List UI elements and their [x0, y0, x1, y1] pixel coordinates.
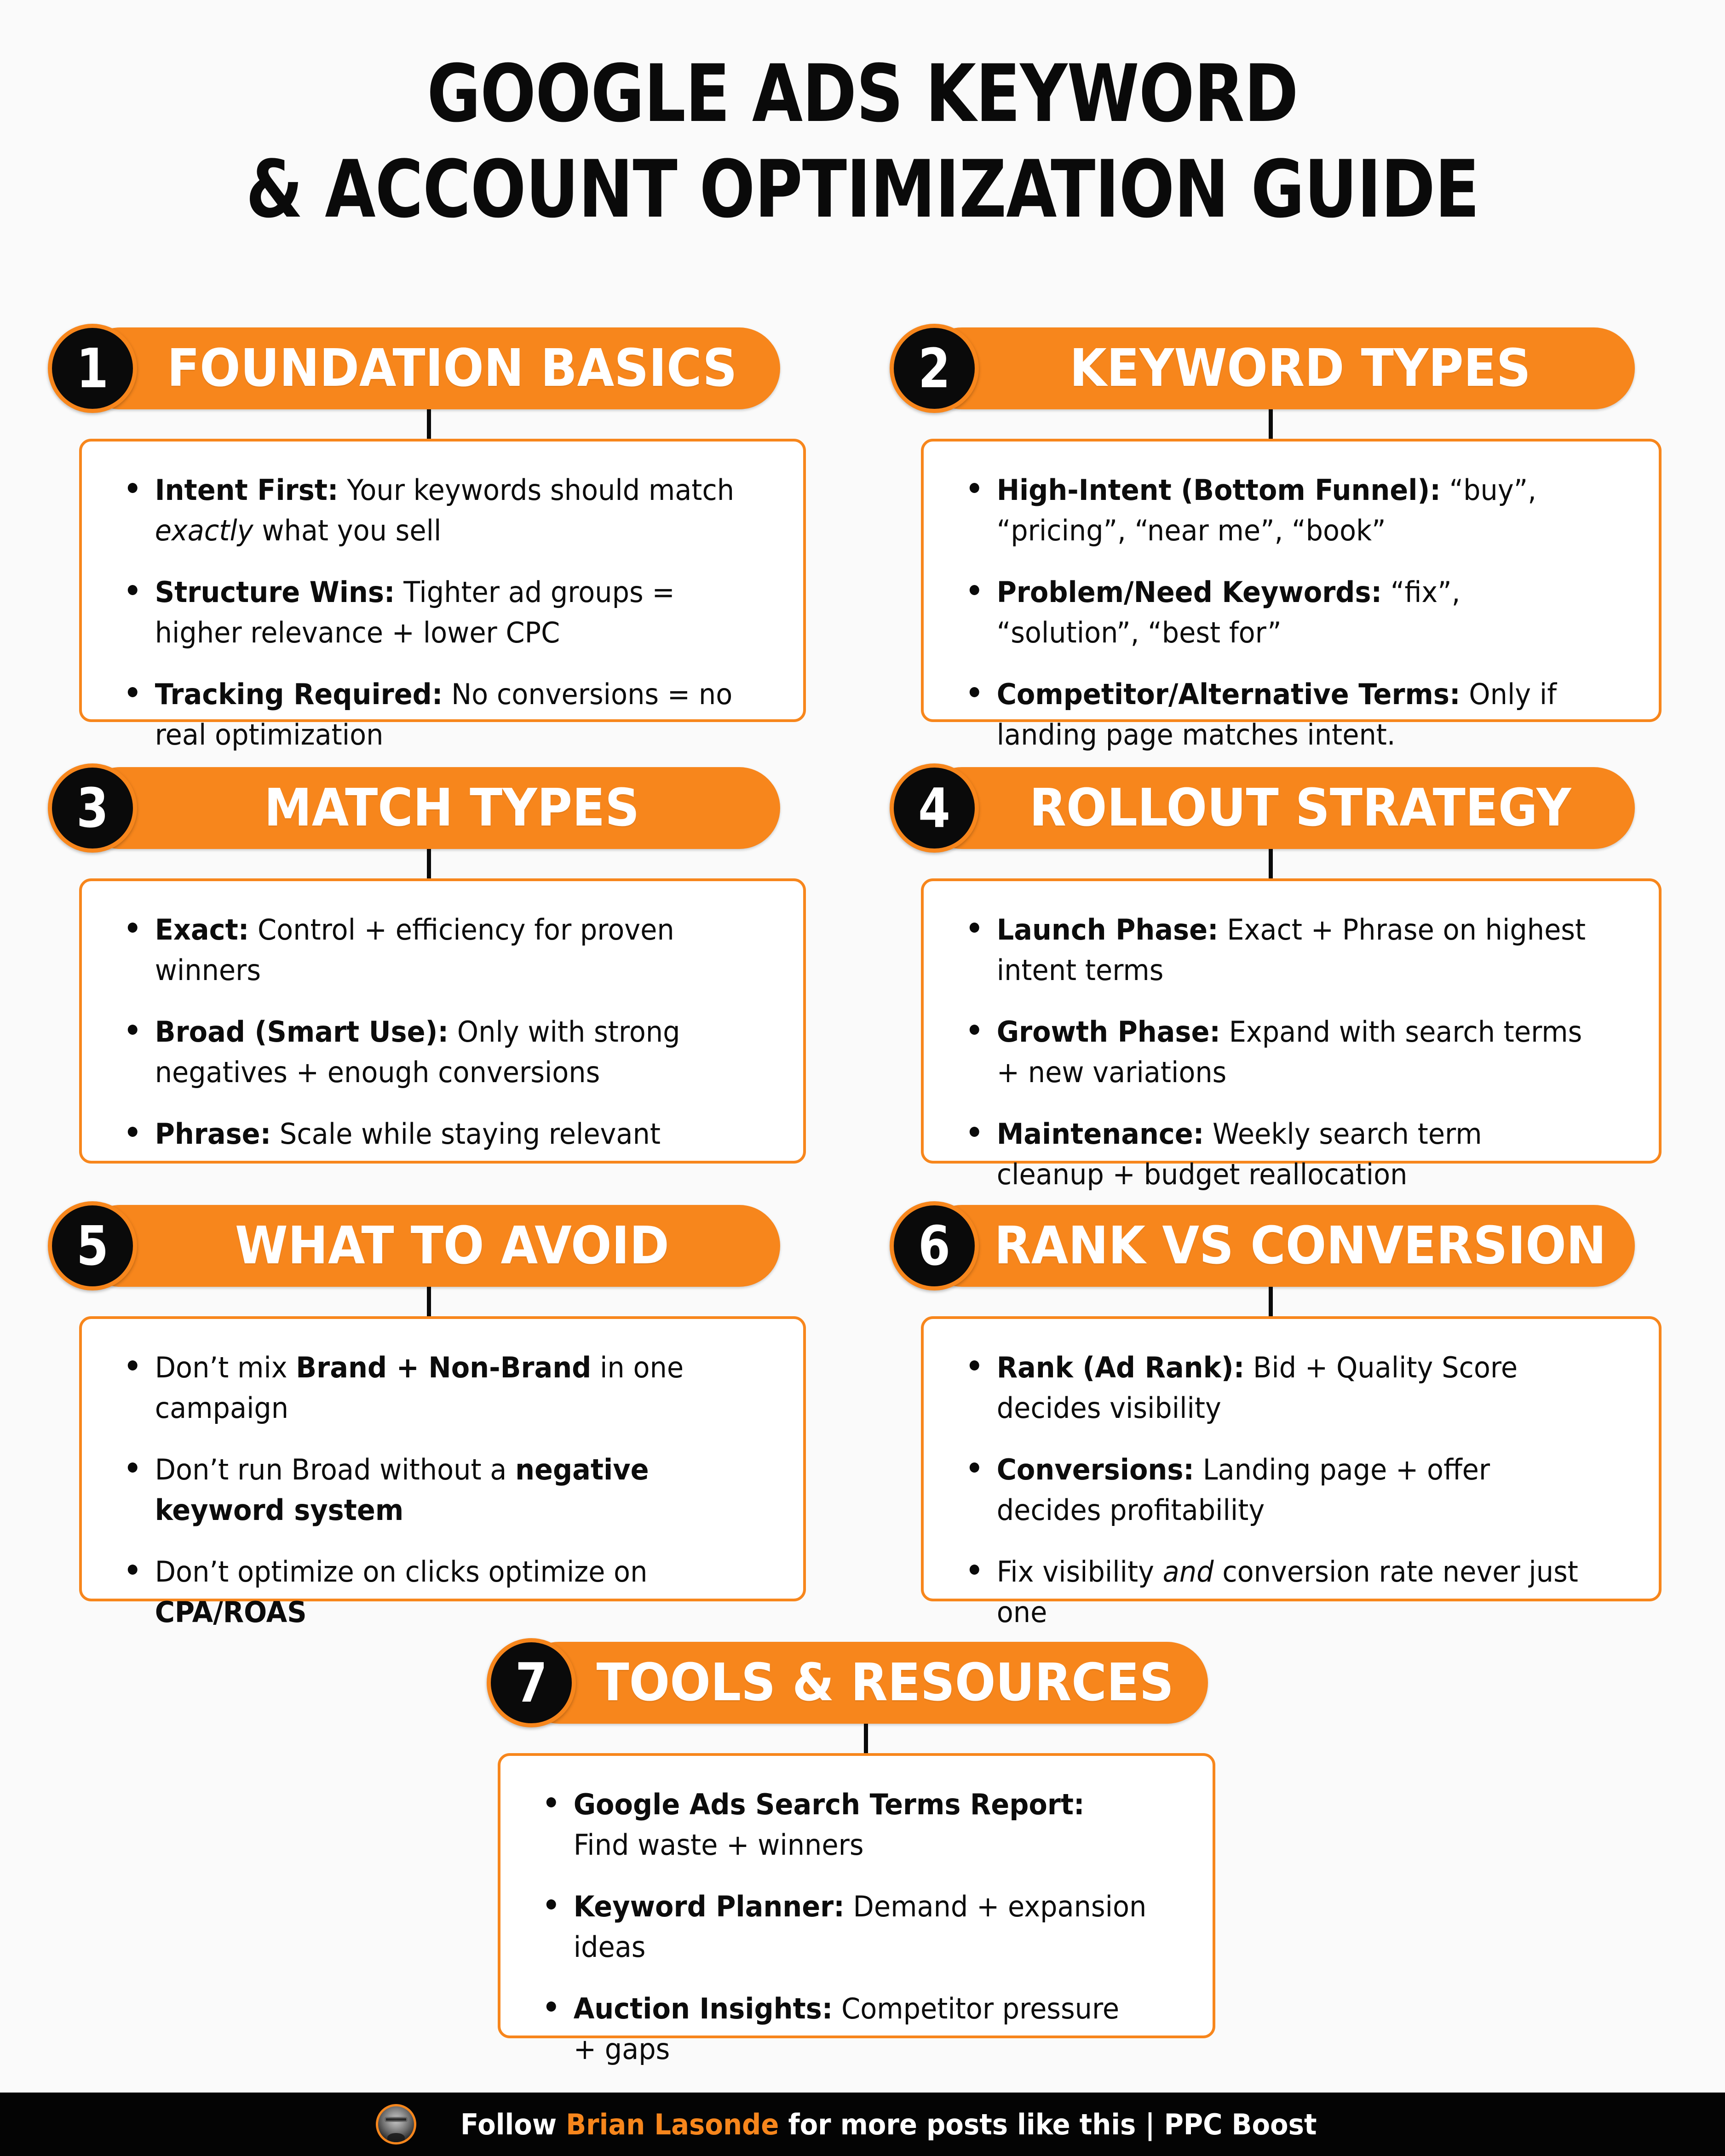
- section-number-badge: [890, 324, 979, 413]
- bullet-pre: Fix visibility: [996, 1555, 1163, 1589]
- section-number: 5: [76, 1214, 109, 1278]
- footer-middle-text: for more posts like this: [779, 2107, 1145, 2141]
- section-card: [921, 878, 1662, 1192]
- section-what-to-avoid: [48, 1205, 807, 1629]
- title-line-2: & ACCOUNT OPTIMIZATION GUIDE: [246, 143, 1479, 235]
- bullet-text: “buy”, “pricing”, “near me”, “book”: [996, 473, 1536, 548]
- section-header-row: [890, 327, 1662, 409]
- section-header-row: [48, 1205, 807, 1287]
- bullet-list: [924, 442, 1659, 778]
- bullet-label: Rank (Ad Rank):: [996, 1351, 1245, 1384]
- section-number-badge: [890, 763, 979, 853]
- section-heading: TOOLS & RESOURCES: [596, 1653, 1174, 1713]
- bullet-text: Weekly search term cleanup + budget reallocation: [996, 1117, 1482, 1192]
- bullet-bold: negative keyword system: [155, 1453, 649, 1527]
- bullet-pre: Don’t mix: [155, 1351, 296, 1384]
- list-item: [126, 1348, 737, 1428]
- bullet-text: Find waste + winners: [573, 1828, 864, 1862]
- bullet-label: Intent First:: [155, 473, 339, 507]
- section-heading: MATCH TYPES: [264, 778, 640, 838]
- section-number: 3: [76, 776, 109, 840]
- footer-credit: [460, 2108, 1317, 2141]
- bullet-label: Launch Phase:: [996, 913, 1219, 946]
- bullet-pre: Don’t optimize on clicks optimize on: [155, 1555, 648, 1589]
- section-number: 7: [515, 1651, 547, 1714]
- bullet-text: Tighter ad groups = higher relevance + lower CPC: [155, 575, 675, 650]
- section-card: [79, 439, 806, 752]
- footer-brand: PPC Boost: [1164, 2107, 1317, 2141]
- list-item: [126, 572, 737, 653]
- bullet-label: Phrase:: [155, 1117, 271, 1151]
- bullet-list: [82, 881, 803, 1177]
- bullet-text: Exact + Phrase on highest intent terms: [996, 913, 1586, 987]
- section-card: [498, 1753, 1215, 2066]
- section-heading: ROLLOUT STRATEGY: [1029, 778, 1571, 838]
- list-item: [968, 910, 1592, 991]
- bullet-tail: what you sell: [253, 514, 442, 548]
- bullet-label: Google Ads Search Terms Report:: [573, 1788, 1085, 1821]
- bullet-text: Bid + Quality Score decides visibility: [996, 1351, 1518, 1425]
- bullet-label: Auction Insights:: [573, 1992, 833, 2026]
- section-header-pill[interactable]: [79, 1205, 780, 1287]
- page-title: [0, 47, 1725, 235]
- section-card: [921, 1316, 1662, 1629]
- list-item: [545, 1989, 1147, 2070]
- title-line-1: GOOGLE ADS KEYWORD: [427, 47, 1298, 140]
- list-item: [126, 1012, 737, 1093]
- section-number-badge: [487, 1638, 576, 1727]
- bullet-text: Only if landing page matches intent.: [996, 677, 1557, 752]
- bullet-list: [82, 442, 803, 778]
- bullet-text: Only with strong negatives + enough conversions: [155, 1015, 680, 1089]
- section-header-row: [48, 767, 807, 849]
- list-item: [126, 1552, 737, 1633]
- bullet-text: Expand with search terms + new variations: [996, 1015, 1582, 1089]
- bullet-italic: and: [1162, 1555, 1214, 1589]
- list-item: [126, 470, 737, 551]
- section-heading: RANK VS CONVERSION: [994, 1216, 1606, 1276]
- section-number-badge: [890, 1201, 979, 1290]
- section-header-pill[interactable]: [921, 767, 1635, 849]
- bullet-text: Your keywords should match: [338, 473, 735, 507]
- list-item: [545, 1784, 1147, 1865]
- bullet-text: Scale while staying relevant: [271, 1117, 661, 1151]
- list-item: [968, 470, 1592, 551]
- bullet-list: [924, 1319, 1659, 1656]
- section-header-pill[interactable]: [79, 767, 780, 849]
- list-item: [968, 572, 1592, 653]
- footer-follow-prefix: Follow: [460, 2107, 566, 2141]
- section-heading: FOUNDATION BASICS: [167, 338, 737, 398]
- section-heading: KEYWORD TYPES: [1070, 338, 1531, 398]
- section-match-types: [48, 767, 807, 1151]
- list-item: [126, 1450, 737, 1531]
- bullet-label: Conversions:: [996, 1453, 1194, 1487]
- list-item: [968, 1114, 1592, 1195]
- bullet-text: Control + efficiency for proven winners: [155, 913, 674, 987]
- bullet-pre: Don’t run Broad without a: [155, 1453, 516, 1487]
- section-number-badge: [48, 324, 137, 413]
- bullet-text: Landing page + offer decides profitability: [996, 1453, 1490, 1527]
- list-item: [126, 1114, 737, 1154]
- section-header-row: [48, 327, 807, 409]
- footer-bar: [0, 2093, 1725, 2156]
- footer-separator: |: [1145, 2107, 1164, 2141]
- bullet-label: Exact:: [155, 913, 249, 946]
- section-card: [79, 878, 806, 1164]
- bullet-text: No conversions = no real optimization: [155, 677, 733, 752]
- section-number: 1: [76, 337, 109, 400]
- section-heading: WHAT TO AVOID: [235, 1216, 669, 1276]
- list-item: [968, 674, 1592, 755]
- section-keyword-types: [890, 327, 1662, 752]
- section-header-pill[interactable]: [921, 327, 1635, 409]
- list-item: [968, 1012, 1592, 1093]
- bullet-bold: Brand + Non-Brand: [296, 1351, 592, 1384]
- section-foundation-basics: [48, 327, 807, 752]
- bullet-italic: exactly: [155, 514, 253, 548]
- section-number-badge: [48, 763, 137, 853]
- section-card: [79, 1316, 806, 1629]
- section-number: 4: [918, 776, 950, 840]
- bullet-text: conversion rate never just one: [996, 1555, 1578, 1629]
- bullet-label: Structure Wins:: [155, 575, 395, 609]
- bullet-text: Competitor pressure + gaps: [573, 1992, 1120, 2066]
- section-number: 6: [918, 1214, 950, 1278]
- bullet-label: Problem/Need Keywords:: [996, 575, 1382, 609]
- bullet-label: Tracking Required:: [155, 677, 443, 711]
- bullet-label: High-Intent (Bottom Funnel):: [996, 473, 1441, 507]
- list-item: [968, 1552, 1592, 1633]
- bullet-label: Broad (Smart Use):: [155, 1015, 448, 1049]
- section-header-pill[interactable]: [79, 327, 780, 409]
- section-number: 2: [918, 337, 950, 400]
- bullet-label: Competitor/Alternative Terms:: [996, 677, 1460, 711]
- bullet-text: “fix”, “solution”, “best for”: [996, 575, 1460, 650]
- section-header-row: [890, 767, 1662, 849]
- footer-author-name[interactable]: Brian Lasonde: [566, 2107, 779, 2141]
- bullet-label: Maintenance:: [996, 1117, 1204, 1151]
- list-item: [968, 1348, 1592, 1428]
- avatar: [376, 2104, 416, 2145]
- list-item: [126, 910, 737, 991]
- section-card: [921, 439, 1662, 752]
- section-rollout-strategy: [890, 767, 1662, 1192]
- bullet-list: [82, 1319, 803, 1656]
- section-number-badge: [48, 1201, 137, 1290]
- bullet-bold: CPA/ROAS: [155, 1595, 307, 1629]
- bullet-label: Keyword Planner:: [573, 1890, 845, 1924]
- bullet-list: [924, 881, 1659, 1218]
- bullet-text: in one campaign: [155, 1351, 684, 1425]
- bullet-list: [500, 1756, 1213, 2093]
- bullet-text: Demand + expansion ideas: [573, 1890, 1147, 1964]
- list-item: [545, 1886, 1147, 1967]
- list-item: [126, 674, 737, 755]
- bullet-label: Growth Phase:: [996, 1015, 1220, 1049]
- list-item: [968, 1450, 1592, 1531]
